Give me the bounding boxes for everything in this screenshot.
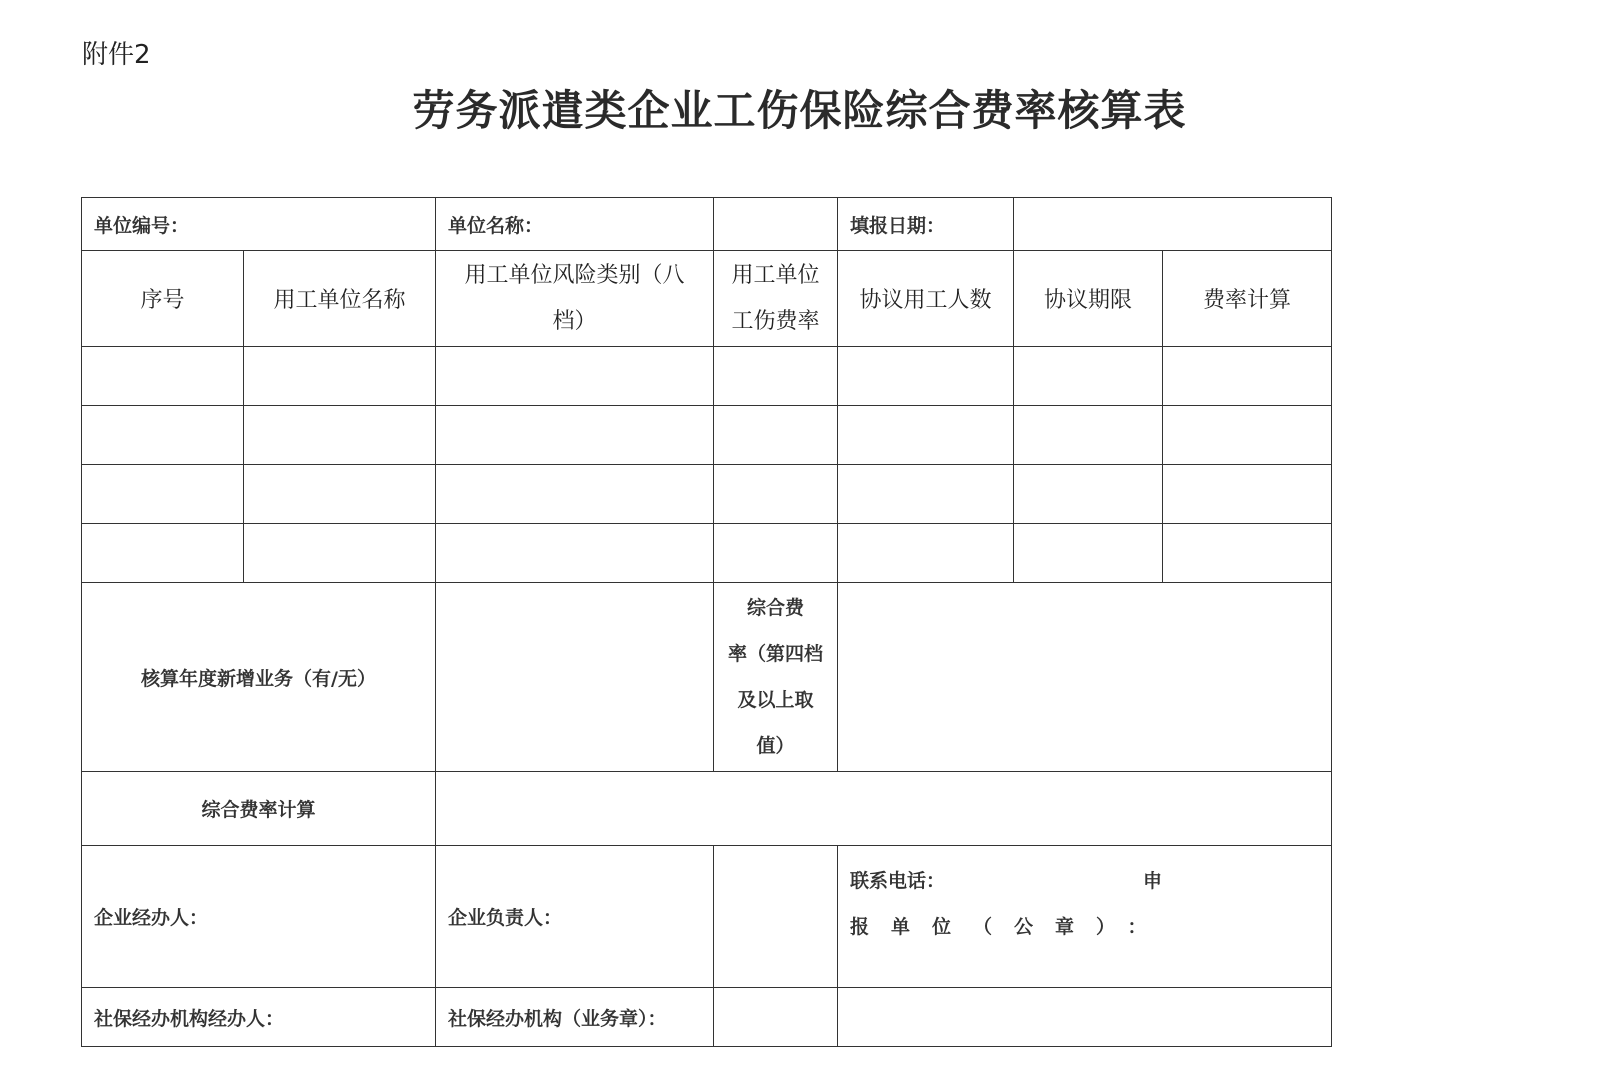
enterprise-signature-row <box>82 846 1332 988</box>
cell[interactable] <box>838 524 1014 583</box>
cell[interactable] <box>82 406 244 465</box>
new-business-label: 核算年度新增业务（有/无） <box>82 583 436 772</box>
composite-rate-note <box>714 583 838 772</box>
cell[interactable] <box>1163 465 1332 524</box>
enterprise-head-label: 企业负责人： <box>448 907 563 929</box>
cell[interactable] <box>1163 406 1332 465</box>
cell[interactable] <box>1014 347 1163 406</box>
cell[interactable] <box>714 347 838 406</box>
header-employer-name: 用工单位名称 <box>244 251 436 347</box>
header-risk-category <box>436 251 714 347</box>
header-seq: 序号 <box>82 251 244 347</box>
composite-rate-note-line3: 及以上取 <box>737 689 814 711</box>
contact-cell <box>838 846 1332 988</box>
cell[interactable] <box>1014 406 1163 465</box>
si-blank-cell[interactable] <box>714 988 838 1047</box>
header-risk-category-line1: 用工单位风险类别（八 <box>464 262 685 288</box>
cell[interactable] <box>82 465 244 524</box>
composite-rate-value-cell[interactable] <box>838 583 1332 772</box>
composite-rate-note-line1: 综合费 <box>747 597 805 619</box>
cell[interactable] <box>1163 524 1332 583</box>
composite-calc-label: 综合费率计算 <box>82 772 436 846</box>
si-agency-cell <box>436 988 714 1047</box>
fill-date-value-cell[interactable] <box>1014 198 1332 251</box>
attachment-label: 附件2 <box>82 40 151 70</box>
cell[interactable] <box>436 406 714 465</box>
cell[interactable] <box>1163 347 1332 406</box>
cell[interactable] <box>714 465 838 524</box>
page-title: 劳务派遣类企业工伤保险综合费率核算表 <box>412 86 1187 135</box>
rate-calculation-table <box>81 197 1332 1047</box>
apply-char: 申 <box>1143 870 1163 892</box>
enterprise-blank-cell[interactable] <box>714 846 838 988</box>
si-agency-label: 社保经办机构（业务章）： <box>448 1007 667 1030</box>
cell[interactable] <box>244 465 436 524</box>
header-risk-category-line2: 档） <box>552 308 597 334</box>
cell[interactable] <box>838 465 1014 524</box>
info-row <box>82 198 1332 251</box>
header-injury-rate-line2: 工伤费率 <box>731 308 820 334</box>
si-handler-cell <box>82 988 436 1047</box>
unit-code-cell <box>82 198 436 251</box>
unit-name-cell <box>436 198 714 251</box>
cell[interactable] <box>714 406 838 465</box>
enterprise-handler-cell <box>82 846 436 988</box>
cell[interactable] <box>244 524 436 583</box>
header-agreed-workers: 协议用工人数 <box>838 251 1014 347</box>
unit-name-label: 单位名称： <box>448 214 544 237</box>
cell[interactable] <box>838 406 1014 465</box>
apply-unit-line: 报单位（公章）： <box>850 916 1169 938</box>
fill-date-label: 填报日期： <box>850 214 946 237</box>
cell[interactable] <box>1014 465 1163 524</box>
phone-label: 联系电话： <box>850 870 946 892</box>
header-row <box>82 251 1332 347</box>
cell[interactable] <box>82 347 244 406</box>
agency-signature-row <box>82 988 1332 1047</box>
enterprise-head-cell <box>436 846 714 988</box>
header-agreed-period: 协议期限 <box>1014 251 1163 347</box>
table-row <box>82 406 1332 465</box>
si-handler-label: 社保经办机构经办人： <box>94 1007 285 1030</box>
cell[interactable] <box>714 524 838 583</box>
composite-calc-row <box>82 772 1332 846</box>
unit-code-label: 单位编号： <box>94 214 190 237</box>
new-business-value-cell[interactable] <box>436 583 714 772</box>
header-injury-rate <box>714 251 838 347</box>
cell[interactable] <box>82 524 244 583</box>
fill-date-cell <box>838 198 1014 251</box>
cell[interactable] <box>1014 524 1163 583</box>
enterprise-handler-label: 企业经办人： <box>94 907 209 929</box>
unit-name-value-cell[interactable] <box>714 198 838 251</box>
si-stamp-cell[interactable] <box>838 988 1332 1047</box>
header-injury-rate-line1: 用工单位 <box>731 262 820 288</box>
table-row <box>82 347 1332 406</box>
cell[interactable] <box>244 347 436 406</box>
composite-rate-note-line4: 值） <box>756 735 795 757</box>
cell[interactable] <box>244 406 436 465</box>
cell[interactable] <box>436 347 714 406</box>
header-rate-calc: 费率计算 <box>1163 251 1332 347</box>
composite-rate-note-line2: 率（第四档 <box>728 643 824 665</box>
table-row <box>82 465 1332 524</box>
cell[interactable] <box>436 465 714 524</box>
composite-calc-value-cell[interactable] <box>436 772 1332 846</box>
table-row <box>82 524 1332 583</box>
contact-line <box>850 858 1331 904</box>
cell[interactable] <box>838 347 1014 406</box>
new-business-row <box>82 583 1332 772</box>
cell[interactable] <box>436 524 714 583</box>
